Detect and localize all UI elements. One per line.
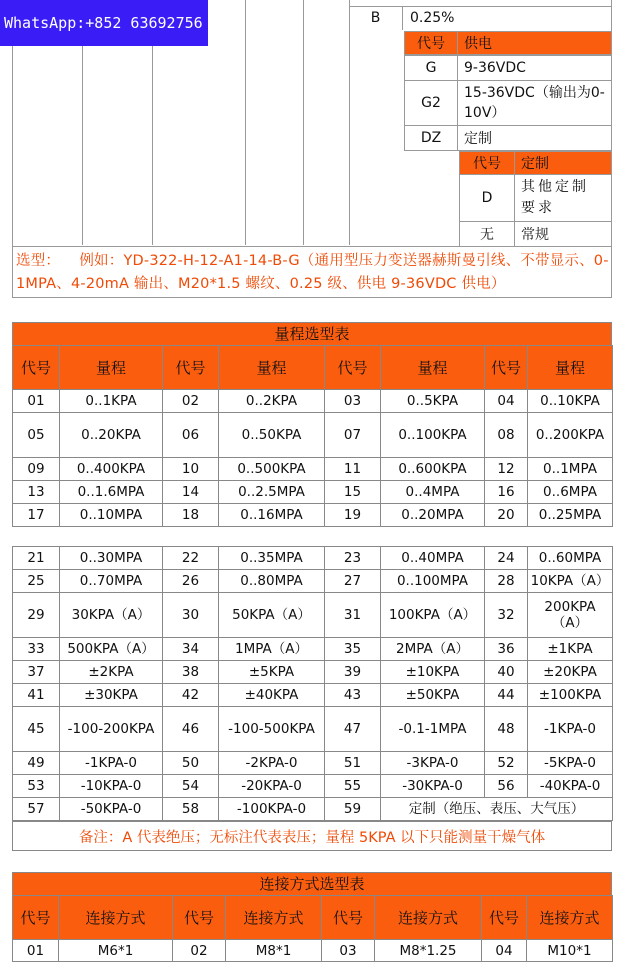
header-code: 代号 — [322, 896, 375, 940]
power-code: DZ — [404, 125, 458, 151]
code-cell: 46 — [163, 707, 219, 752]
accuracy-code: B — [349, 6, 403, 30]
code-cell: 11 — [325, 458, 381, 481]
range-cell: -3KPA-0 — [381, 752, 485, 775]
range-cell: -100-500KPA — [219, 707, 325, 752]
code-cell: 08 — [485, 413, 528, 458]
code-cell: 40 — [485, 661, 528, 684]
range-cell: 0..40MPA — [381, 547, 485, 570]
range-cell: 0..4MPA — [381, 481, 485, 504]
code-cell: 37 — [13, 661, 60, 684]
range-cell: ±20KPA — [528, 661, 613, 684]
code-cell: 15 — [325, 481, 381, 504]
code-cell: 58 — [163, 798, 219, 821]
range-cell: ±10KPA — [381, 661, 485, 684]
range-cell: -1KPA-0 — [60, 752, 163, 775]
header-range: 量程 — [528, 346, 613, 390]
range-cell: 30KPA（A） — [60, 593, 163, 638]
code-cell: 26 — [163, 570, 219, 593]
code-cell: 02 — [163, 390, 219, 413]
code-cell: 09 — [13, 458, 60, 481]
range-cell: 200KPA（A） — [528, 593, 613, 638]
code-cell: 29 — [13, 593, 60, 638]
table-row — [13, 775, 613, 798]
code-cell: 54 — [163, 775, 219, 798]
table-row — [13, 798, 613, 821]
code-cell: 47 — [325, 707, 381, 752]
code-cell: 19 — [325, 504, 381, 527]
code-cell: 03 — [325, 390, 381, 413]
custom-value: 常规 — [514, 221, 612, 247]
range-cell: 0..35MPA — [219, 547, 325, 570]
range-cell: 10KPA（A） — [528, 570, 613, 593]
connection-cell: M8*1.25 — [375, 940, 482, 962]
range-cell: 定制（绝压、表压、大气压） — [381, 798, 613, 821]
range-cell: 0..70MPA — [60, 570, 163, 593]
range-cell: -10KPA-0 — [60, 775, 163, 798]
table-row — [13, 593, 613, 638]
table-row — [13, 570, 613, 593]
power-header-label: 供电 — [457, 31, 612, 55]
range-table-b — [12, 546, 613, 821]
range-cell: 100KPA（A） — [381, 593, 485, 638]
code-cell: 04 — [485, 390, 528, 413]
code-cell: 18 — [163, 504, 219, 527]
code-cell: 36 — [485, 638, 528, 661]
code-cell: 53 — [13, 775, 60, 798]
range-cell: 0..10KPA — [528, 390, 613, 413]
header-code: 代号 — [485, 346, 528, 390]
divider — [303, 0, 304, 245]
code-cell: 28 — [485, 570, 528, 593]
header-connection: 连接方式 — [527, 896, 613, 940]
range-cell: -5KPA-0 — [528, 752, 613, 775]
range-cell: 0..1MPA — [528, 458, 613, 481]
range-header-row — [13, 346, 613, 390]
whatsapp-watermark: WhatsApp:+852 63692756 — [0, 0, 208, 46]
code-cell: 48 — [485, 707, 528, 752]
range-cell: 0..50KPA — [219, 413, 325, 458]
range-cell: 0..1.6MPA — [60, 481, 163, 504]
range-cell: 2MPA（A） — [381, 638, 485, 661]
code-cell: 57 — [13, 798, 60, 821]
code-cell: 35 — [325, 638, 381, 661]
power-value: 9-36VDC — [457, 55, 612, 81]
code-cell: 24 — [485, 547, 528, 570]
connection-cell: M8*1 — [226, 940, 322, 962]
range-cell: 0..10MPA — [60, 504, 163, 527]
code-cell: 13 — [13, 481, 60, 504]
code-cell: 22 — [163, 547, 219, 570]
range-cell: ±50KPA — [381, 684, 485, 707]
code-cell: 31 — [325, 593, 381, 638]
range-cell: 0..20KPA — [60, 413, 163, 458]
range-cell: 0..200KPA — [528, 413, 613, 458]
power-code: G — [404, 55, 458, 81]
header-code: 代号 — [482, 896, 527, 940]
connection-table — [12, 895, 613, 962]
table-row — [13, 413, 613, 458]
divider — [349, 0, 350, 245]
power-value: 15-36VDC（输出为0-10V） — [457, 80, 612, 126]
table-row — [13, 684, 613, 707]
code-cell: 02 — [173, 940, 226, 962]
table-row — [13, 752, 613, 775]
code-cell: 01 — [13, 390, 60, 413]
example-label: 选型： — [16, 253, 61, 269]
code-cell: 07 — [325, 413, 381, 458]
custom-code: D — [459, 174, 515, 222]
custom-value: 其他定制要求 — [514, 174, 612, 222]
code-cell: 06 — [163, 413, 219, 458]
header-code: 代号 — [13, 346, 60, 390]
custom-code: 无 — [459, 221, 515, 247]
custom-header-label: 定制 — [514, 151, 612, 175]
header-range: 量程 — [219, 346, 325, 390]
code-cell: 42 — [163, 684, 219, 707]
connection-cell: M6*1 — [59, 940, 173, 962]
connection-cell: M10*1 — [527, 940, 613, 962]
code-cell: 33 — [13, 638, 60, 661]
code-cell: 23 — [325, 547, 381, 570]
code-cell: 12 — [485, 458, 528, 481]
range-cell: 0..100MPA — [381, 570, 485, 593]
code-cell: 27 — [325, 570, 381, 593]
code-cell: 51 — [325, 752, 381, 775]
code-cell: 05 — [13, 413, 60, 458]
header-connection: 连接方式 — [59, 896, 173, 940]
table-row — [13, 481, 613, 504]
code-cell: 16 — [485, 481, 528, 504]
code-cell: 59 — [325, 798, 381, 821]
code-cell: 34 — [163, 638, 219, 661]
code-cell: 49 — [13, 752, 60, 775]
table-row — [13, 661, 613, 684]
table-row — [13, 390, 613, 413]
divider — [245, 0, 246, 245]
code-cell: 14 — [163, 481, 219, 504]
code-cell: 30 — [163, 593, 219, 638]
code-cell: 43 — [325, 684, 381, 707]
header-code: 代号 — [325, 346, 381, 390]
code-cell: 21 — [13, 547, 60, 570]
range-cell: -1KPA-0 — [528, 707, 613, 752]
range-table-title: 量程选型表 — [12, 322, 612, 346]
power-header-code: 代号 — [404, 31, 458, 55]
range-cell: -100KPA-0 — [219, 798, 325, 821]
range-cell: 0..5KPA — [381, 390, 485, 413]
range-cell: ±30KPA — [60, 684, 163, 707]
range-cell: 0..2KPA — [219, 390, 325, 413]
header-connection: 连接方式 — [226, 896, 322, 940]
range-cell: -30KPA-0 — [381, 775, 485, 798]
range-cell: -100-200KPA — [60, 707, 163, 752]
code-cell: 45 — [13, 707, 60, 752]
table-row — [13, 547, 613, 570]
header-code: 代号 — [163, 346, 219, 390]
range-cell: 50KPA（A） — [219, 593, 325, 638]
table-row — [13, 504, 613, 527]
connection-table-title: 连接方式选型表 — [12, 872, 612, 896]
code-cell: 41 — [13, 684, 60, 707]
code-cell: 56 — [485, 775, 528, 798]
range-cell: -50KPA-0 — [60, 798, 163, 821]
range-cell: 1MPA（A） — [219, 638, 325, 661]
code-cell: 39 — [325, 661, 381, 684]
range-cell: -20KPA-0 — [219, 775, 325, 798]
range-cell: 0..6MPA — [528, 481, 613, 504]
range-cell: 0..25MPA — [528, 504, 613, 527]
header-connection: 连接方式 — [375, 896, 482, 940]
header-range: 量程 — [381, 346, 485, 390]
code-cell: 17 — [13, 504, 60, 527]
table-row — [13, 707, 613, 752]
range-cell: ±2KPA — [60, 661, 163, 684]
divider — [12, 246, 612, 247]
code-cell: 01 — [13, 940, 59, 962]
range-cell: -2KPA-0 — [219, 752, 325, 775]
range-cell: 0..20MPA — [381, 504, 485, 527]
power-code: G2 — [404, 80, 458, 126]
range-cell: 0..400KPA — [60, 458, 163, 481]
header-range: 量程 — [60, 346, 163, 390]
range-cell: 0..600KPA — [381, 458, 485, 481]
code-cell: 38 — [163, 661, 219, 684]
table-row — [13, 638, 613, 661]
range-note: 备注：A 代表绝压；无标注代表表压；量程 5KPA 以下只能测量干燥气体 — [12, 821, 612, 851]
range-cell: 0..60MPA — [528, 547, 613, 570]
range-cell: 0..30MPA — [60, 547, 163, 570]
code-cell: 50 — [163, 752, 219, 775]
table-row — [13, 458, 613, 481]
range-cell: 0..100KPA — [381, 413, 485, 458]
connection-header-row — [13, 896, 613, 940]
range-table-a — [12, 345, 613, 527]
table-row — [13, 940, 613, 962]
range-cell: -0.1-1MPA — [381, 707, 485, 752]
range-cell: ±5KPA — [219, 661, 325, 684]
header-code: 代号 — [13, 896, 59, 940]
range-cell: -40KPA-0 — [528, 775, 613, 798]
code-cell: 52 — [485, 752, 528, 775]
example-text — [16, 250, 610, 296]
code-cell: 20 — [485, 504, 528, 527]
range-cell: ±100KPA — [528, 684, 613, 707]
range-cell: 0..80MPA — [219, 570, 325, 593]
code-cell: 04 — [482, 940, 527, 962]
code-cell: 32 — [485, 593, 528, 638]
accuracy-value: 0.25% — [410, 10, 455, 26]
header-code: 代号 — [173, 896, 226, 940]
code-cell: 03 — [322, 940, 375, 962]
code-cell: 25 — [13, 570, 60, 593]
example-body: 例如：YD-322-H-12-A1-14-B-G（通用型压力变送器赫斯曼引线、不带显示、0-1MPA、4-20mA 输出、M20*1.5 螺纹、0.25 级、供电 9-36VDC 供电） — [16, 253, 609, 292]
range-cell: 0..2.5MPA — [219, 481, 325, 504]
range-cell: 0..500KPA — [219, 458, 325, 481]
range-cell: 500KPA（A） — [60, 638, 163, 661]
power-value: 定制 — [457, 125, 612, 151]
code-cell: 55 — [325, 775, 381, 798]
range-cell: 0..16MPA — [219, 504, 325, 527]
code-cell: 10 — [163, 458, 219, 481]
range-cell: 0..1KPA — [60, 390, 163, 413]
code-cell: 44 — [485, 684, 528, 707]
range-cell: ±1KPA — [528, 638, 613, 661]
custom-header-code: 代号 — [459, 151, 515, 175]
range-cell: ±40KPA — [219, 684, 325, 707]
